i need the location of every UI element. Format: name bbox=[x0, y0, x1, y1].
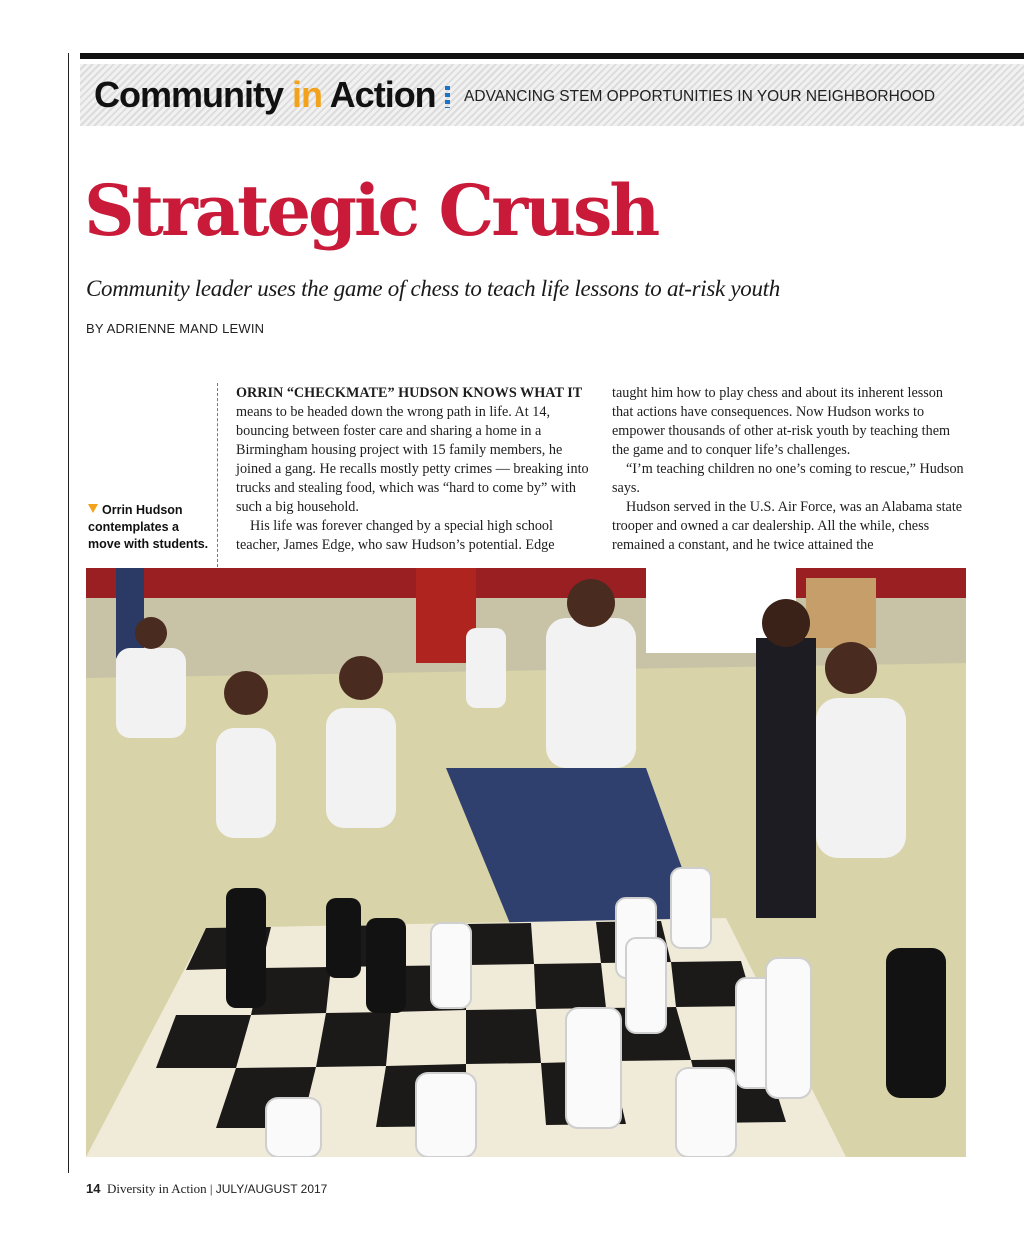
column2-paragraph3: Hudson served in the U.S. Air Force, was an Alabama state trooper and owned a car dealership. All the while, chess remained a constant, and he twice attained the bbox=[612, 499, 963, 553]
page-footer bbox=[86, 1181, 327, 1197]
caption-divider bbox=[217, 383, 218, 567]
article-deck: Community leader uses the game of chess to teach life lessons to at-risk youth bbox=[86, 276, 780, 301]
section-title-in: in bbox=[292, 74, 323, 115]
page-number: 14 bbox=[86, 1181, 101, 1196]
text-column-1 bbox=[236, 384, 591, 555]
column1-paragraph1: means to be headed down the wrong path in life. At 14, bouncing between foster care and sharing a home in a Birmingham housing project with 15 family members, he joined a gang. He recalls mostly petty crimes — breaking into trucks and stealing food, which was “hard to come by” with such a big household. bbox=[236, 404, 589, 515]
left-margin-rule bbox=[68, 53, 69, 1173]
issue-date: JULY/AUGUST 2017 bbox=[215, 1182, 328, 1196]
section-banner bbox=[80, 64, 1024, 126]
section-title bbox=[94, 74, 436, 116]
article-byline: BY ADRIENNE MAND LEWIN bbox=[86, 321, 265, 336]
column1-paragraph2: His life was forever changed by a special high school teacher, James Edge, who saw Hudson’s potential. Edge bbox=[236, 518, 555, 553]
top-rule bbox=[80, 53, 1024, 59]
banner-separator bbox=[445, 86, 450, 108]
caption-text: Orrin Hudson contemplates a move with students. bbox=[88, 503, 209, 551]
chess-photo-illustration bbox=[86, 568, 966, 1157]
column2-paragraph1: taught him how to play chess and about its inherent lesson that actions have consequences. Now Hudson works to empower thousands of other at-risk youth by teaching them the game and to conquer life’s challenges. bbox=[612, 385, 951, 458]
article-photo bbox=[86, 568, 966, 1157]
section-title-part1: Community bbox=[94, 74, 293, 115]
lead-in: ORRIN “CHECKMATE” HUDSON KNOWS WHAT IT bbox=[236, 385, 583, 401]
publication-name: Diversity in Action bbox=[106, 1181, 207, 1196]
column2-paragraph2: “I’m teaching children no one’s coming to rescue,” Hudson says. bbox=[612, 461, 964, 496]
footer-separator: | bbox=[209, 1181, 213, 1196]
text-column-2 bbox=[612, 384, 967, 555]
section-title-part3: Action bbox=[322, 74, 436, 115]
section-subtitle: ADVANCING STEM OPPORTUNITIES IN YOUR NEIGHBORHOOD bbox=[464, 88, 936, 105]
article-headline: Strategic Crush bbox=[84, 169, 658, 252]
photo-caption bbox=[88, 502, 213, 553]
triangle-down-icon bbox=[88, 504, 98, 513]
